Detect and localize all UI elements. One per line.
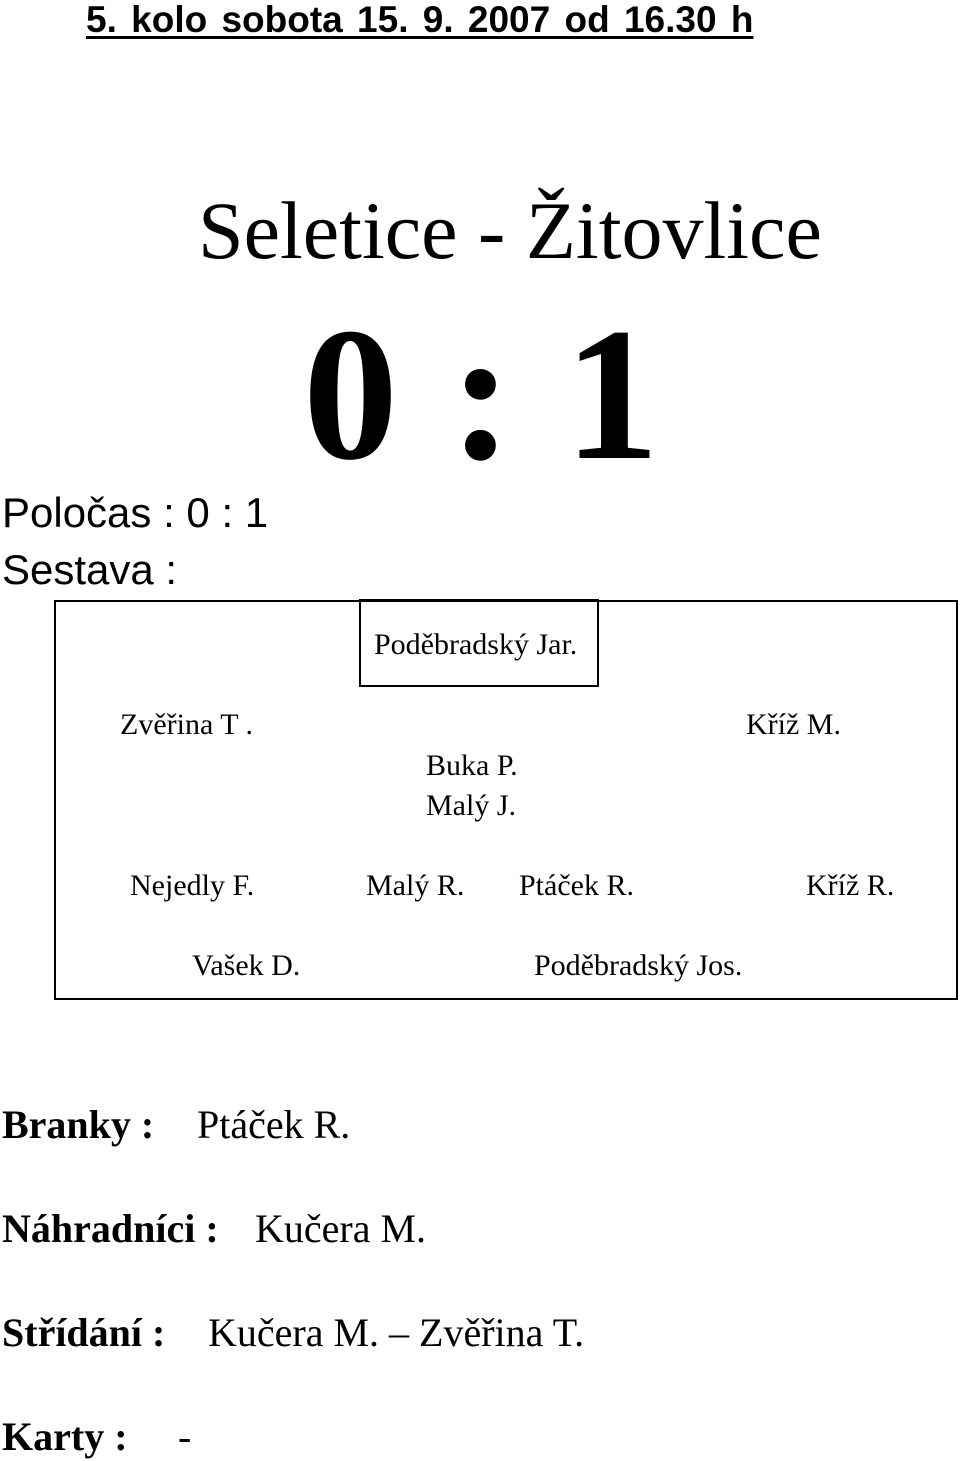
player-mid-3: Ptáček R. (519, 869, 634, 902)
player-mid-1: Nejedly F. (130, 869, 255, 902)
final-score: 0 : 1 (303, 290, 662, 500)
substitutes-label: Náhradníci : (2, 1206, 219, 1251)
lineup-label: Sestava : (2, 546, 178, 593)
player-goalkeeper: Poděbradský Jar. (374, 628, 578, 661)
player-mid-4: Kříž R. (806, 869, 895, 902)
goals-value: Ptáček R. (197, 1102, 351, 1147)
player-center-1: Buka P. (426, 749, 518, 782)
player-right-back: Kříž M. (746, 708, 841, 741)
player-left-back: Zvěřina T . (120, 708, 254, 741)
player-forward-2: Poděbradský Jos. (534, 949, 743, 982)
player-forward-1: Vašek D. (192, 949, 301, 982)
match-title: Seletice - Žitovlice (198, 185, 822, 276)
goals-label: Branky : (2, 1102, 155, 1147)
player-center-2: Malý J. (426, 789, 516, 822)
substitutions-label: Střídání : (2, 1310, 166, 1355)
substitutes-value: Kučera M. (255, 1206, 427, 1251)
substitutions-value: Kučera M. – Zvěřina T. (208, 1310, 585, 1355)
cards-value: - (178, 1414, 192, 1459)
player-mid-2: Malý R. (366, 869, 465, 902)
match-header: 5. kolo sobota 15. 9. 2007 od 16.30 h (86, 0, 754, 40)
cards-label: Karty : (2, 1414, 128, 1459)
halftime-score: Poločas : 0 : 1 (2, 489, 269, 536)
